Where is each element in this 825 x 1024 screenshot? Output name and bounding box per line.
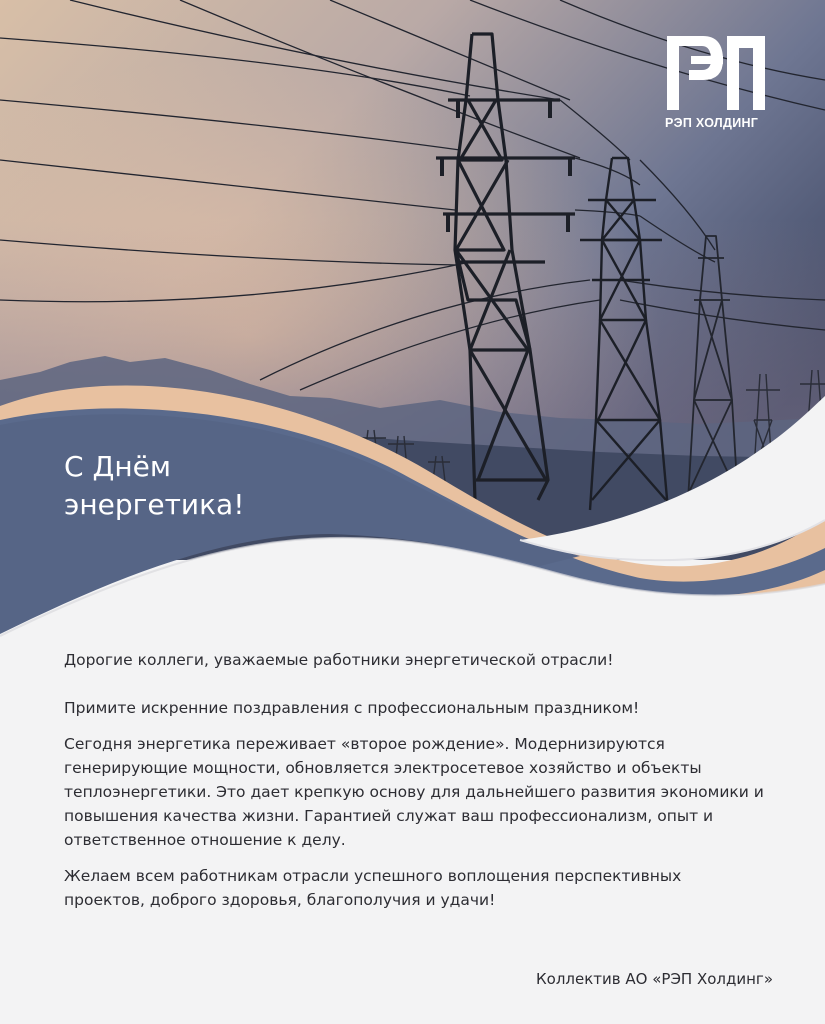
company-logo: [665, 34, 769, 130]
greeting-title: [64, 448, 244, 524]
greeting-title-line-2: энергетика!: [64, 488, 245, 521]
wishes-paragraph: Желаем всем работникам отрасли успешного воплощения перспективных проектов, доброго здоровья, благополучия и удачи!: [64, 867, 682, 909]
company-name: РЭП ХОЛДИНГ: [665, 116, 759, 130]
congratulation: Примите искренние поздравления с профессиональным праздником!: [64, 699, 640, 717]
rep-logo-mark-icon: [665, 34, 767, 112]
salutation: Дорогие коллеги, уважаемые работники энергетической отрасли!: [64, 651, 614, 669]
signature: Коллектив АО «РЭП Холдинг»: [536, 970, 773, 988]
greeting-title-line-1: С Днём: [64, 450, 171, 483]
body-paragraph: Сегодня энергетика переживает «второе рождение». Модернизируются генерирующие мощности, обновляется электросетевое хозяйство и объекты теплоэнергетики. Это дает крепкую основу для дальнейшего развития экономики и повышения качества жизни. Гарантией служат ваш профессионализм, опыт и ответственное отношение к делу.: [64, 735, 764, 849]
letter-body: [64, 648, 764, 912]
